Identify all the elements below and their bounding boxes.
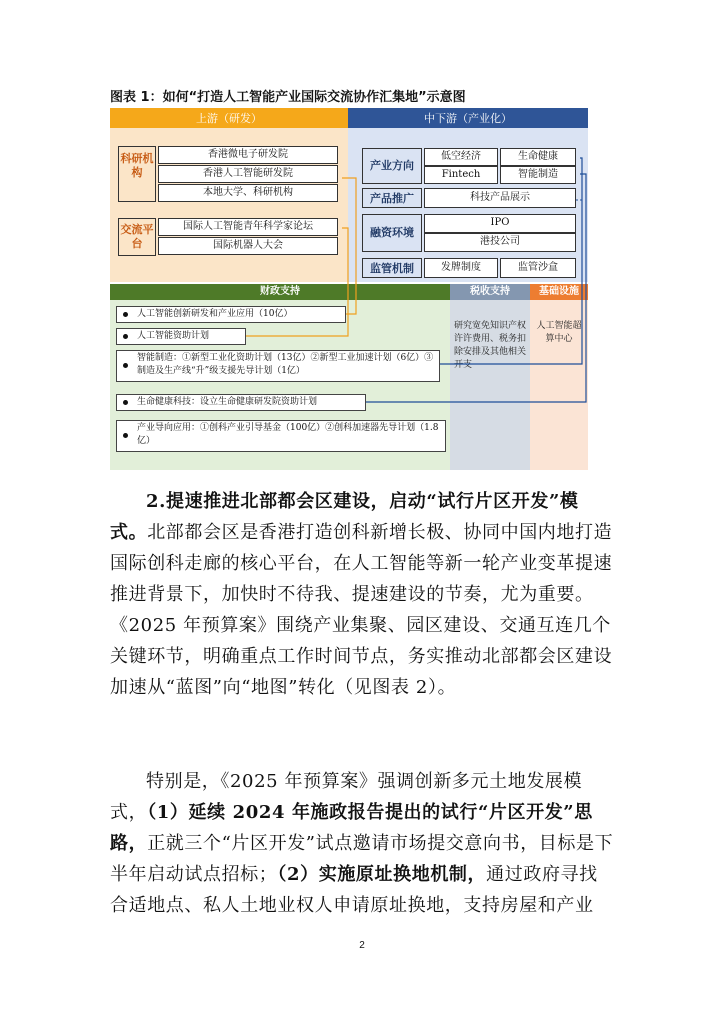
regulation-item: 发牌制度 (424, 258, 498, 278)
industry-direction-item: 低空经济 (424, 148, 498, 166)
fiscal-item-text: 生命健康科技：设立生命健康研发院资助计划 (137, 397, 318, 407)
fiscal-header: 财政支持 (110, 284, 450, 300)
finance-item: 港投公司 (424, 233, 576, 252)
figure-title: 图表 1：如何“打造人工智能产业国际交流协作汇集地”示意图 (110, 90, 466, 105)
page-number: 2 (359, 940, 365, 951)
exchange-label: 交流平台 (118, 218, 156, 256)
connector-lines (110, 108, 588, 470)
promotion-item: 科技产品展示 (424, 188, 576, 208)
fiscal-item-text: 人工智能创新研发和产业应用（10亿） (137, 309, 293, 319)
tax-text: 研究宽免知识产权许许费用、税务扣除安排及其他相关开支 (454, 321, 527, 370)
paragraph-text: 特别是，《2025 年预算案》强调创新多元土地发展模式， (110, 771, 583, 823)
policy-diagram (110, 108, 588, 470)
industry-direction-item: 生命健康 (500, 148, 576, 166)
research-item: 香港人工智能研发院 (158, 165, 338, 183)
upstream-connector (246, 178, 356, 336)
heading-number: 2. (146, 491, 166, 512)
paragraph-2 (110, 766, 614, 921)
exchange-item: 国际人工智能青年科学家论坛 (158, 218, 338, 236)
paragraph-text: 正就三个“片区开发”试点邀请市场提交意向书，目标是下半年启动试点招标； (110, 833, 614, 885)
industry-direction-label: 产业方向 (362, 148, 422, 184)
fiscal-item-text: 智能制造：①新型工业化资助计划（13亿）②新型工业加速计划（6亿）③制造及生产线“升”级支援先导计划（1亿） (137, 353, 434, 376)
downstream-connector (366, 158, 586, 402)
finance-item: IPO (424, 214, 576, 233)
promotion-label: 产品推广 (362, 188, 422, 208)
paragraph-text: 北部都会区是香港打造创科新增长极、协同中国内地打造国际创科走廊的核心平台，在人工智能等新一轮产业变革提速推进背景下，加快时不待我、提速建设的节奏，尤为重要。《2025 年预算案》围绕产业集聚、园区建设、交通互连几个关键环节，明确重点工作时间节点，务实推动北部都会区建设加速从“蓝图”向“地图”转化（见图表 2）。 (110, 522, 613, 698)
upstream-header: 上游（研发） (110, 108, 348, 128)
section-heading: 提速推进北部都会区建设，启动“试行片区开发”模式。 (110, 491, 579, 543)
regulation-label: 监管机制 (362, 258, 422, 278)
research-item: 本地大学、科研机构 (158, 184, 338, 202)
infra-header: 基础设施 (530, 284, 588, 300)
finance-label: 融资环境 (362, 214, 422, 252)
regulation-item: 监管沙盒 (500, 258, 576, 278)
section-heading-paragraph (110, 486, 614, 703)
paragraph-text: 通过政府寻找合适地点、私人土地业权人申请原址换地，支持房屋和产业 (110, 864, 598, 916)
research-label: 科研机构 (118, 146, 156, 202)
tax-header: 税收支持 (450, 284, 530, 300)
industry-direction-item: 智能制造 (500, 166, 576, 184)
industry-direction-item: Fintech (424, 166, 498, 184)
fiscal-item-text: 人工智能资助计划 (137, 331, 210, 341)
research-item: 香港微电子研发院 (158, 146, 338, 164)
bold-point: （1）延续 2024 年施政报告提出的试行“片区开发”思路， (110, 802, 593, 854)
infra-text: 人工智能超算中心 (536, 321, 582, 344)
fiscal-item-text: 产业导向应用：①创科产业引导基金（100亿）②创科加速器先导计划（1.8亿） (137, 423, 439, 446)
bold-point: （2）实施原址换地机制， (277, 864, 487, 885)
exchange-item: 国际机器人大会 (158, 237, 338, 255)
downstream-header: 中下游（产业化） (348, 108, 588, 128)
